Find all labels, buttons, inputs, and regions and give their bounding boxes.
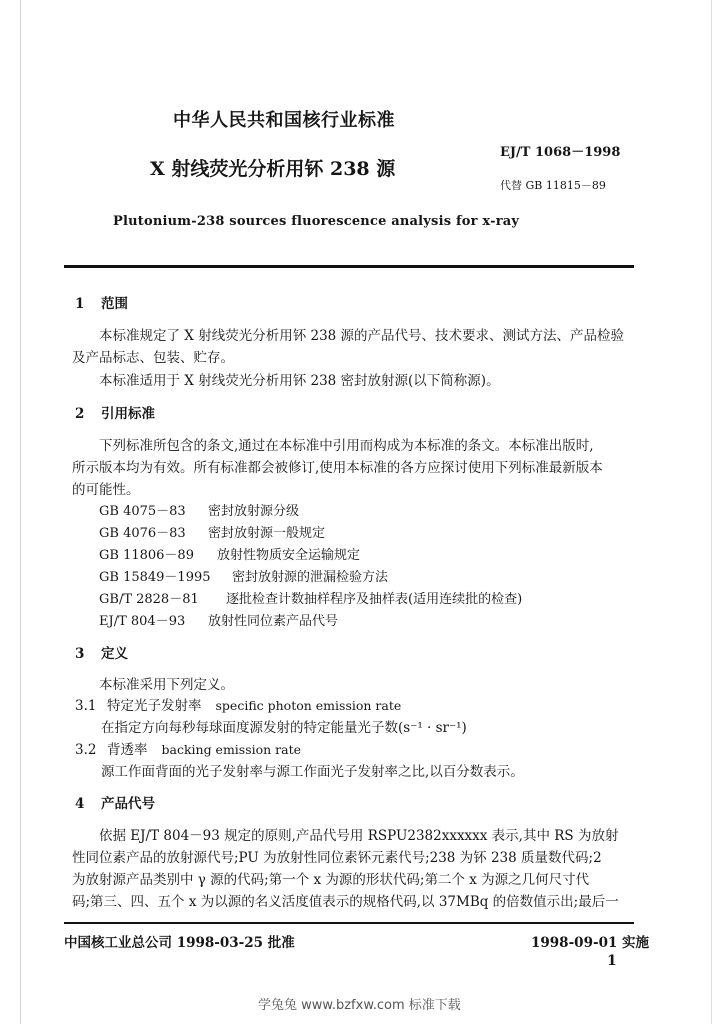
reference-code: GB 11806－89 — [99, 548, 194, 563]
section-2-heading — [75, 402, 155, 422]
definition-term-en: backing emission rate — [161, 742, 302, 757]
watermark-text: 学兔兔 www.bzfxw.com 标准下载 — [258, 998, 461, 1013]
standard-code: EJ/T 1068－1998 — [500, 145, 621, 160]
reference-title: 密封放射源的泄漏检验方法 — [232, 570, 389, 585]
section-4-heading — [75, 792, 155, 812]
section-number: 2 — [75, 406, 85, 422]
section-4-paragraph-line-3: 为放射源产品类别中 γ 源的代码;第一个 x 为源的形状代码;第二个 x 为源之几何尺寸代 — [72, 872, 590, 888]
section-3-intro: 本标准采用下列定义。 — [99, 677, 234, 693]
page-number: 1 — [607, 953, 617, 969]
document-title-en: Plutonium-238 sources fluorescence analysis for x-ray — [113, 214, 520, 229]
document-title-cn: X 射线荧光分析用钚 238 源 — [150, 158, 396, 180]
issuing-authority: 中华人民共和国核行业标准 — [173, 110, 395, 131]
scan-edge-right — [711, 0, 712, 1024]
definition-3-2-heading — [75, 738, 301, 758]
reference-code: GB 4076－83 — [99, 526, 186, 541]
reference-item — [99, 588, 522, 607]
header-divider — [64, 265, 634, 268]
reference-code: GB/T 2828－81 — [99, 592, 199, 607]
section-4-paragraph-line-2: 性同位素产品的放射源代号;PU 为放射性同位素钚元素代号;238 为钚 238 质量数代码;2 — [72, 850, 602, 866]
definition-number: 3.2 — [75, 742, 97, 758]
section-number: 4 — [75, 796, 85, 812]
definition-3-1-heading — [75, 694, 401, 714]
reference-code: GB 4075－83 — [99, 504, 186, 519]
section-title: 产品代号 — [101, 796, 155, 812]
reference-item — [99, 544, 360, 563]
reference-item — [99, 610, 338, 629]
section-3-heading — [75, 642, 128, 662]
reference-item — [99, 500, 299, 519]
reference-code: GB 15849－1995 — [99, 570, 211, 585]
footer-divider — [64, 922, 634, 924]
definition-3-1-description: 在指定方向每秒每球面度源发射的特定能量光子数(s⁻¹ · sr⁻¹) — [101, 720, 467, 736]
scan-edge-left — [20, 0, 21, 1024]
section-2-paragraph-line-2: 所示版本均为有效。所有标准都会被修订,使用本标准的各方应探讨使用下列标准最新版本 — [72, 460, 603, 476]
reference-title: 密封放射源分级 — [208, 504, 300, 519]
definition-term: 特定光子发射率 — [107, 698, 202, 714]
section-title: 范围 — [101, 296, 128, 312]
section-4-paragraph-line-4: 码;第三、四、五个 x 为以源的名义活度值表示的规格代码,以 37MBq 的倍数值示出;最后一 — [72, 894, 619, 910]
reference-item — [99, 522, 325, 541]
reference-title: 逐批检查计数抽样程序及抽样表(适用连续批的检查) — [226, 592, 523, 607]
section-2-paragraph-line-3: 的可能性。 — [72, 482, 140, 498]
reference-title: 密封放射源一般规定 — [208, 526, 326, 541]
reference-title: 放射性同位素产品代号 — [208, 614, 339, 629]
reference-code: EJ/T 804－93 — [99, 614, 186, 629]
section-4-paragraph-line-1: 依据 EJ/T 804－93 规定的原则,产品代号用 RSPU2382xxxxxx 表示,其中 RS 为放射 — [99, 828, 619, 844]
approval-info: 中国核工业总公司 1998-03-25 批准 — [64, 935, 295, 951]
section-1-paragraph-1-line-1: 本标准规定了 X 射线荧光分析用钚 238 源的产品代号、技术要求、测试方法、产品检验 — [99, 328, 625, 344]
section-number: 3 — [75, 646, 85, 662]
section-1-heading — [75, 292, 128, 312]
definition-3-2-description: 源工作面背面的光子发射率与源工作面光子发射率之比,以百分数表示。 — [101, 764, 524, 780]
replaces-standard: 代替 GB 11815－89 — [500, 179, 606, 192]
reference-item — [99, 566, 388, 585]
section-title: 引用标准 — [101, 406, 155, 422]
definition-number: 3.1 — [75, 698, 97, 714]
implementation-date: 1998-09-01 实施 — [531, 935, 650, 951]
reference-title: 放射性物质安全运输规定 — [217, 548, 361, 563]
definition-term: 背透率 — [107, 742, 148, 758]
section-2-paragraph-line-1: 下列标准所包含的条文,通过在本标准中引用而构成为本标准的条文。本标准出版时, — [99, 438, 594, 454]
section-1-paragraph-2: 本标准适用于 X 射线荧光分析用钚 238 密封放射源(以下简称源)。 — [99, 373, 500, 389]
section-1-paragraph-1-line-2: 及产品标志、包装、贮存。 — [72, 350, 234, 366]
section-title: 定义 — [101, 646, 128, 662]
definition-term-en: specific photon emission rate — [215, 698, 402, 713]
section-number: 1 — [75, 296, 85, 312]
